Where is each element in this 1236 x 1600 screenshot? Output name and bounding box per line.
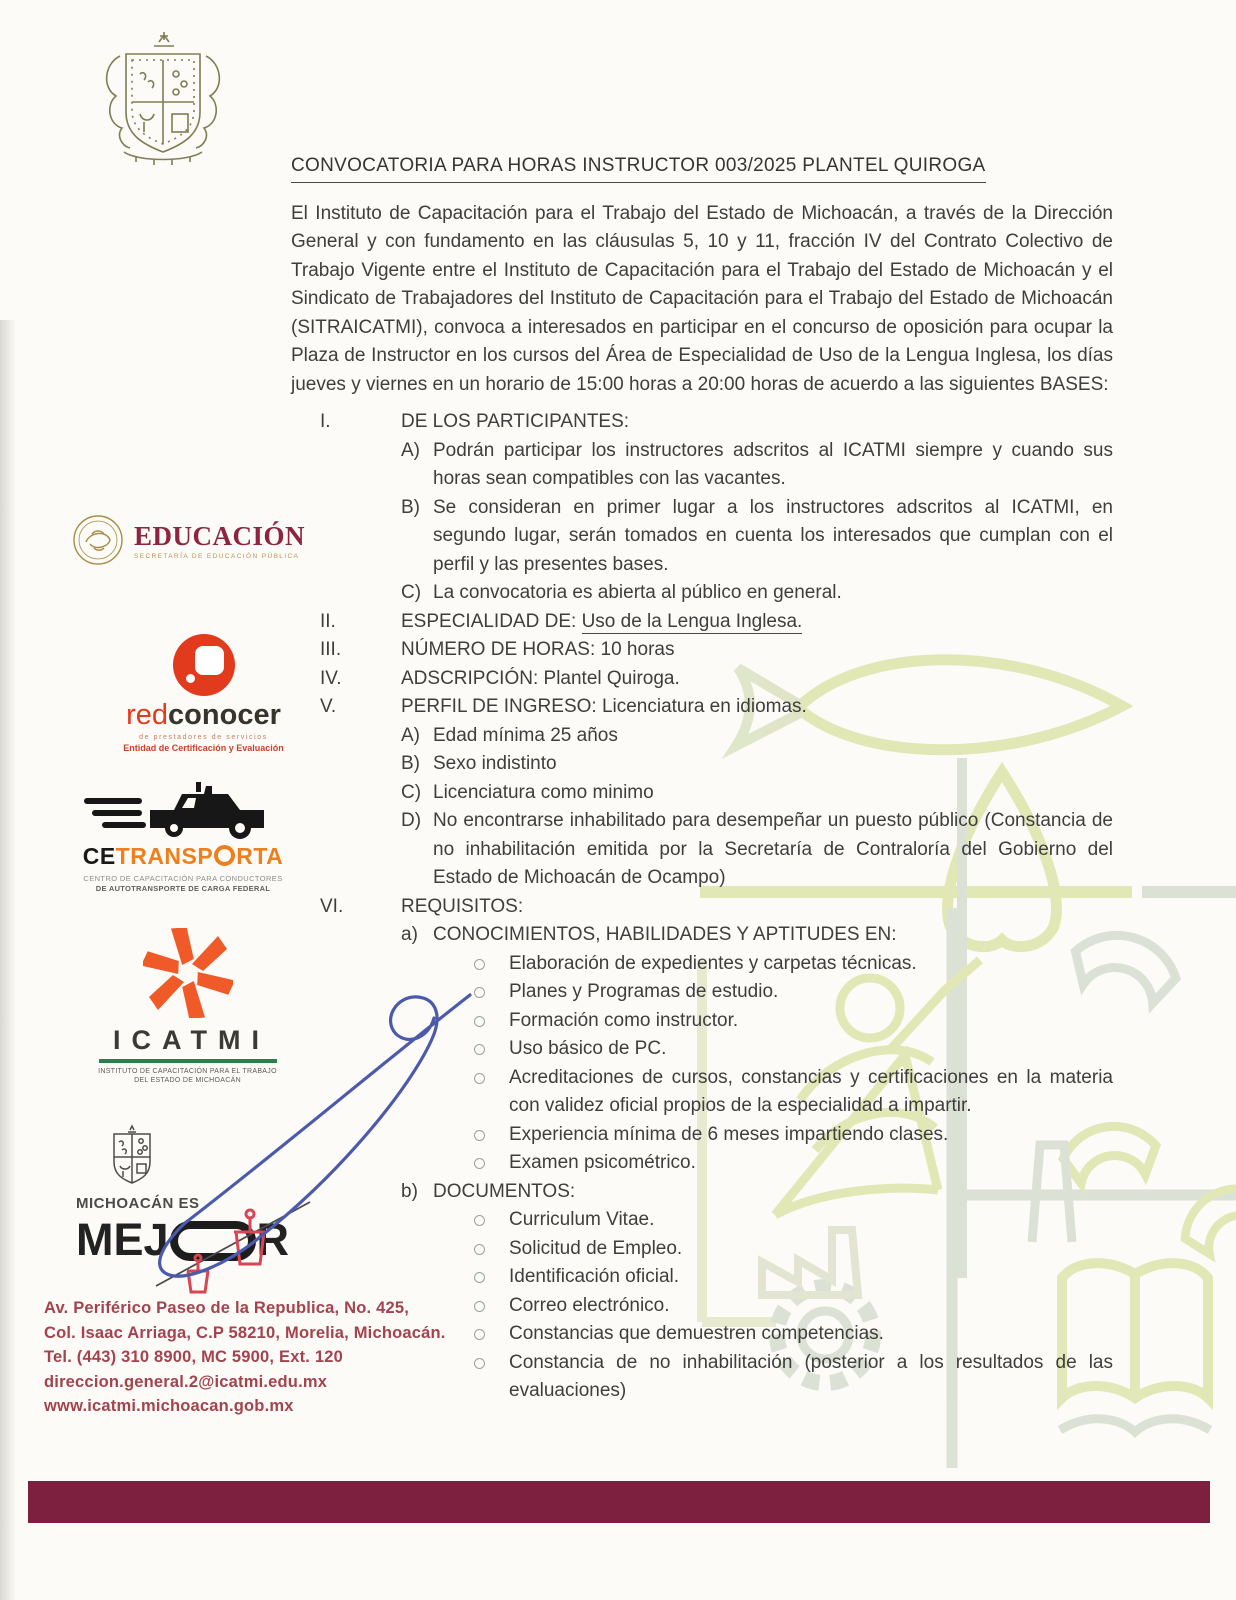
bullet-text: Identificación oficial. [509,1266,680,1287]
list-item [291,807,1113,893]
item-text: La convocatoria es abierta al público en general. [433,582,842,603]
item-label: A) [401,724,420,746]
list-item [291,750,1113,779]
section-heading: ESPECIALIDAD DE: Uso de la Lengua Inglesa. [401,610,803,632]
bullet-text: Elaboración de expedientes y carpetas técnicas. [509,952,917,974]
item-text: DOCUMENTOS: [433,1180,576,1202]
list-item [291,722,1113,751]
bullet-circle-icon [474,1358,485,1369]
list-item [291,494,1113,580]
sep-seal-icon [72,514,124,566]
item-label: A) [401,439,420,461]
item-label: C) [401,582,422,603]
item-label: D) [401,810,422,831]
section-row [291,893,1113,922]
section-row [291,636,1113,665]
item-label: b) [401,1180,418,1202]
bullet-text: Uso básico de PC. [509,1038,667,1059]
section-heading: ADSCRIPCIÓN: Plantel Quiroga. [401,667,680,689]
item-text: Edad mínima 25 años [433,724,618,746]
michoacan-coat-of-arms-icon [96,30,230,168]
section-row [291,665,1113,694]
section-numeral: IV. [320,667,342,689]
item-text: CONOCIMIENTOS, HABILIDADES Y APTITUDES EN: [433,924,897,945]
email-line: direccion.general.2@icatmi.edu.mx [44,1372,328,1391]
bullet-text: Correo electrónico. [509,1294,670,1316]
logo-cetransporta [58,780,308,893]
item-text: No encontrarse inhabilitado para desempeñar un puesto público (Constancia de no inhabilitación emitida por la Secretaría de Contraloría del Gobierno del Estado de Michoacán de Ocampo) [433,810,1113,888]
bullet-text: Solicitud de Empleo. [509,1237,683,1259]
handwritten-signature [140,940,480,1340]
bullet-text: Curriculum Vitae. [509,1209,655,1230]
section-numeral: III. [320,639,342,660]
scan-edge-shadow [0,320,16,1600]
section-heading: DE LOS PARTICIPANTES: [401,411,630,432]
item-text: Licenciatura como minimo [433,781,654,803]
item-label: B) [401,496,420,518]
educacion-subtitle: SECRETARÍA DE EDUCACIÓN PÚBLICA [134,552,300,560]
bullet-text: Examen psicométrico. [509,1152,696,1173]
bullet-text: Acreditaciones de cursos, constancias y certificaciones en la materia con validez oficial propios de la especialidad a impartir. [509,1066,1113,1116]
cetransporta-caption1: CENTRO DE CAPACITACIÓN PARA CONDUCTORES [83,874,283,883]
michoacan-es-label: MICHOACÁN ES [76,1195,200,1212]
bullet-text: Constancia de no inhabilitación (posterior a los resultados de las evaluaciones) [509,1351,1113,1401]
intro-paragraph: El Instituto de Capacitación para el Trabajo del Estado de Michoacán, a través de la Dirección General y con fundamento en las cláusulas 5, 10 y 11, fracción IV del Contrato Colectivo de Trabajo Vigente entre el Instituto de Capacitación para el Trabajo del Estado de Michoacán y el Sindicato de Trabajadores del Instituto de Capacitación para el Trabajo del Estado de Michoacán (SITRAICATMI), convoca a interesados en participar en el concurso de oposición para ocupar la Plaza de Instructor en los cursos del Área de Especialidad de Uso de la Lengua Inglesa, los días jueves y viernes en un horario de 15:00 horas a 20:00 horas de acuerdo a las siguientes BASES: [291,202,1113,395]
underlined-specialty: Uso de la Lengua Inglesa. [581,610,803,632]
mejor-text-right: R [256,1214,290,1265]
cetransporta-wordmark: CETRANSP RTA [82,843,284,869]
document-title: CONVOCATORIA PARA HORAS INSTRUCTOR 003/2025 PLANTEL QUIROGA [291,152,986,183]
item-text: Se consideran en primer lugar a los instructores adscritos al ICATMI, en segundo lugar, serán tomados en cuenta los interesados que cumplan con el perfil y las presentes bases. [433,496,1113,575]
list-item [291,437,1113,494]
cetransporta-caption2: DE AUTOTRANSPORTE DE CARGA FEDERAL [95,884,271,893]
item-label: C) [401,781,422,803]
bullet-text: Formación como instructor. [509,1009,739,1031]
bullet-text: Constancias que demuestren competencias. [509,1323,884,1344]
redconocer-wordmark: redconocer [126,699,281,731]
address-line: Tel. (443) 310 8900, MC 5900, Ext. 120 [44,1348,343,1366]
section-numeral: I. [320,411,331,432]
section-row [291,693,1113,722]
section-row [291,608,1113,637]
educacion-wordmark: EDUCACIÓN [134,520,306,551]
bullet-text: Experiencia mínima de 6 meses impartiendo clases. [509,1123,949,1145]
icatmi-wordmark: ICATMI [113,1025,270,1055]
section-row [291,408,1113,437]
section-heading: PERFIL DE INGRESO: Licenciatura en idiomas. [401,696,807,717]
icatmi-caption: INSTITUTO DE CAPACITACIÓN PARA EL TRABAJO DEL ESTADO DE MICHOACÁN [98,1068,277,1084]
section-numeral: VI. [320,895,344,917]
section-heading: NÚMERO DE HORAS: 10 horas [401,639,675,660]
mejor-text-left: MEJ [76,1214,169,1265]
section-numeral: II. [320,610,336,632]
list-item [291,579,1113,608]
address-line: Av. Periférico Paseo de la Republica, No. 425, [44,1299,410,1317]
item-label: B) [401,753,420,774]
redconocer-tagline2: Entidad de Certificación y Evaluación [123,743,284,753]
footer-maroon-bar [28,1481,1210,1523]
wheel-o-icon [214,845,235,866]
logo-educacion [72,514,305,566]
bullet-text: Planes y Programas de estudio. [509,981,779,1002]
item-label: a) [401,924,418,945]
list-item [291,779,1113,808]
address-line: Col. Isaac Arriaga, C.P 58210, Morelia, Michoacán. [44,1323,446,1342]
item-text: Podrán participar los instructores adscritos al ICATMI siempre y cuando sus horas sean compatibles con las vacantes. [433,439,1113,489]
website-line: www.icatmi.michoacan.gob.mx [44,1397,294,1415]
item-text: Sexo indistinto [433,753,557,774]
redconocer-icon [173,634,235,696]
section-numeral: V. [320,696,337,717]
redconocer-tagline1: de prestadores de servicios [139,734,268,741]
section-heading: REQUISITOS: [401,895,524,917]
logo-redconocer [96,634,311,753]
truck-icon [78,780,288,840]
